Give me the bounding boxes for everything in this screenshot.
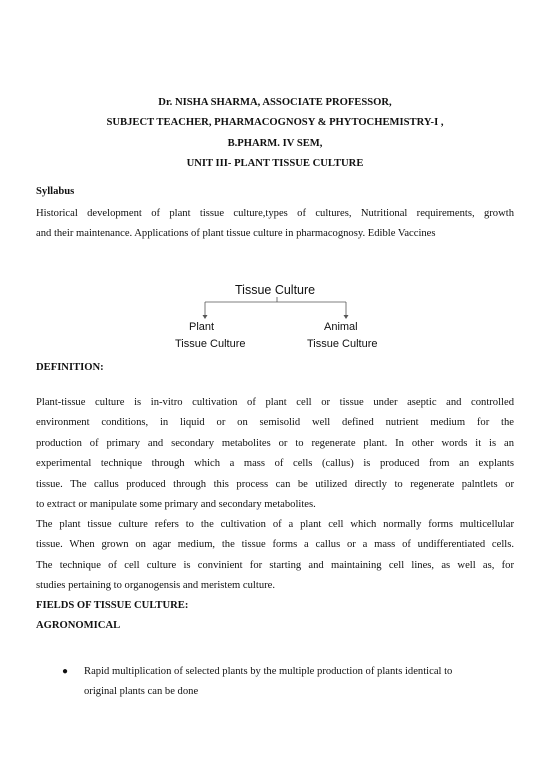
definition-paragraph-2: [36, 515, 514, 597]
paragraph-line: production of primary and secondary metabolites or to regenerate plant. In other words it is an: [36, 437, 514, 449]
paragraph-line: tissue. When grown on agar medium, the tissue forms a callus or a mass of undifferentiated cells.: [36, 539, 514, 551]
definition-paragraph-1: [36, 393, 514, 515]
paragraph-line: experimental technique through which a mass of cells (callus) is produced from an explants: [36, 458, 514, 470]
unit-title: UNIT III- PLANT TISSUE CULTURE: [186, 158, 364, 170]
paragraph-line: to extract or manipulate some primary and secondary metabolites.: [36, 499, 316, 511]
author-line: Dr. NISHA SHARMA, ASSOCIATE PROFESSOR,: [158, 97, 392, 108]
syllabus-text: [36, 204, 514, 245]
tissue-culture-diagram: [165, 280, 395, 356]
bullet-text: [84, 662, 514, 703]
diagram-plant-sublabel: Tissue Culture: [175, 338, 246, 350]
paragraph-line: studies pertaining to organogensis and meristem culture.: [36, 580, 275, 592]
paragraph-line: The technique of cell culture is convinient for starting and maintaining cell lines, as well as, for: [36, 559, 514, 571]
bullet-list: [62, 662, 514, 703]
course-line: B.PHARM. IV SEM,: [227, 137, 323, 149]
syllabus-heading: Syllabus: [36, 186, 75, 197]
bullet-line: Rapid multiplication of selected plants by the multiple production of plants identical to: [84, 666, 453, 677]
agronomical-subheading: AGRONOMICAL: [36, 620, 121, 631]
document-header: [0, 93, 550, 175]
definition-heading: DEFINITION:: [36, 362, 104, 373]
paragraph-line: The plant tissue culture refers to the cultivation of a plant cell which normally forms multicellular: [36, 519, 514, 530]
diagram-title: Tissue Culture: [235, 283, 316, 297]
fields-heading: FIELDS OF TISSUE CULTURE:: [36, 600, 189, 611]
diagram-animal-sublabel: Tissue Culture: [307, 338, 378, 350]
bullet-dot-icon: ●: [62, 666, 69, 677]
syllabus-line: Historical development of plant tissue culture,types of cultures, Nutritional requirements, growth: [36, 208, 514, 219]
diagram-animal-label: Animal: [324, 321, 358, 333]
paragraph-line: tissue. The callus produced through this process can be utilized directly to regenerate palntlets or: [36, 478, 514, 490]
paragraph-line: environment conditions, in liquid or on semisolid well defined nutrient medium for the: [36, 417, 514, 429]
subject-line: SUBJECT TEACHER, PHARMACOGNOSY & PHYTOCHEMISTRY-I ,: [106, 117, 444, 129]
bullet-line: original plants can be done: [84, 686, 199, 698]
paragraph-line: Plant-tissue culture is in-vitro cultivation of plant cell or tissue under aseptic and controlled: [36, 397, 514, 408]
syllabus-line: and their maintenance. Applications of plant tissue culture in pharmacognosy. Edible Vaccines: [36, 228, 436, 240]
diagram-plant-label: Plant: [189, 321, 215, 333]
list-item: [62, 662, 514, 703]
